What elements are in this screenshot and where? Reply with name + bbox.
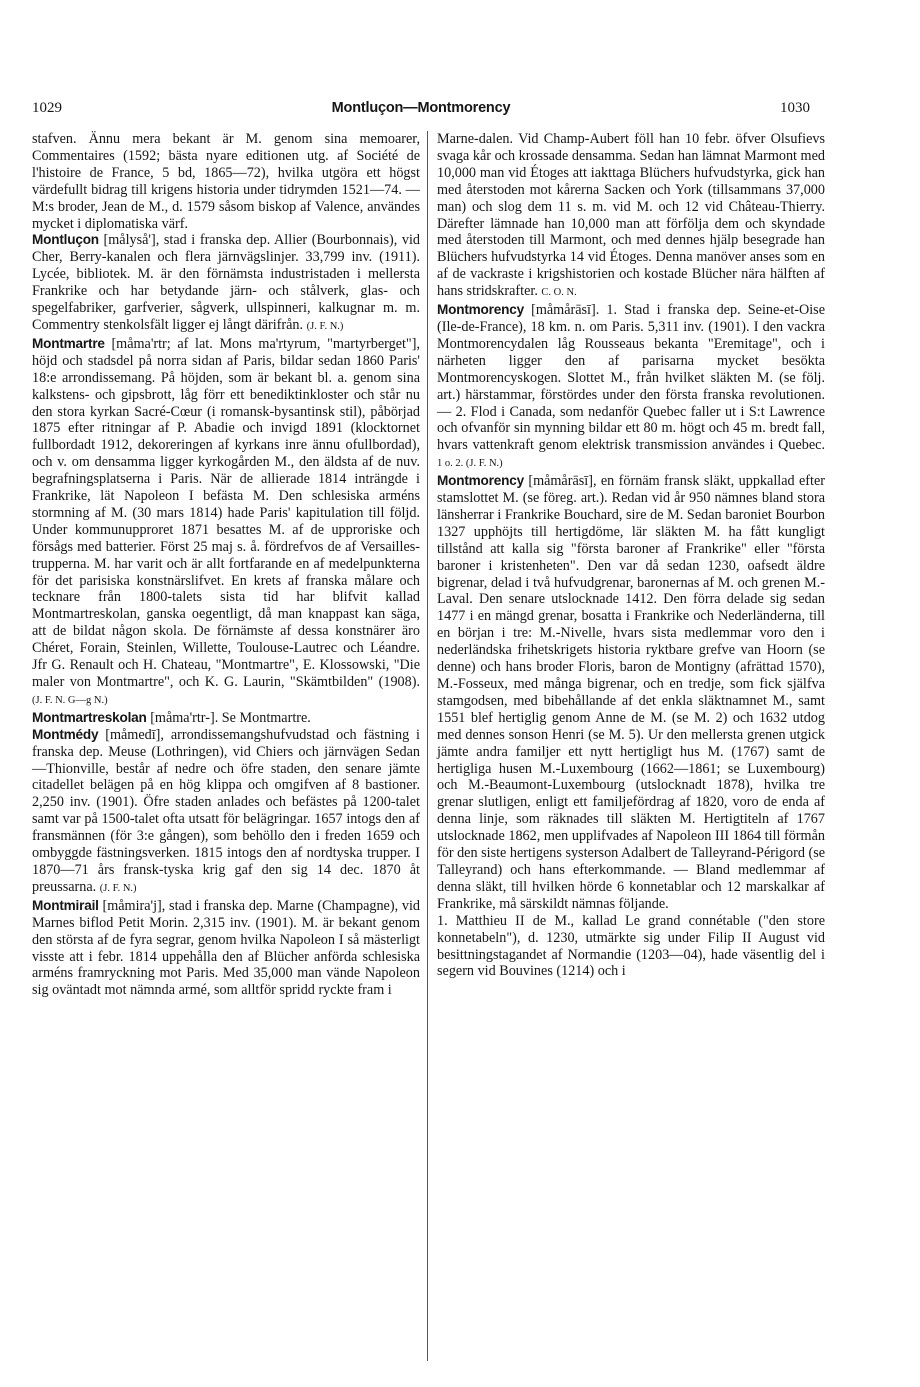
entry-montmorency-place [437,302,825,473]
headword: Montmirail [32,897,99,913]
headword: Montmorency [437,473,524,489]
author-signature: (J. F. N.) [306,320,344,332]
entry-body: 1. Matthieu II de M., kallad Le grand connétable ("den store konnetabeln"), d. 1230, utmärkte sig under Filip II August vid besittningstagandet af Normandie (1203—04), hade väsentlig del i segern vid Bouvines (1214) och i [437,912,825,980]
author-signature: C. O. N. [541,287,577,299]
entry-matthieu [437,913,825,981]
entry-body: [måmedī], arrondissemangshufvudstad och fästning i franska dep. Meuse (Lothringen), vid Chiers och järnvägen Sedan—Thionville, består af nedre och öfre staden, den senare jämte citadellet belägen på en hög klippa och omgifven af 8 bastioner. 2,250 inv. (1901). Öfre staden anlades och befästes på 1200-talet samt var på 1500-talet ofta utsatt för belägringar. 1657 intogs den af fransmännen (för 3:e gången), som behöllo den i freden 1659 och ombyggde fästningsverken. 1815 intogs den af nordtyska trupper. I 1870—71 års fransk-tyska krig gaf den sig 14 dec. 1870 åt preussarna. [32,726,420,895]
page-number-left: 1029 [32,100,62,116]
entry-montmirail [32,898,420,999]
page-header [32,100,810,122]
headword: Montluçon [32,232,99,248]
entry-montmorency-family [437,473,825,913]
author-signature: (J. F. N.) [99,882,137,894]
right-column [437,131,825,980]
headword: Montmorency [437,302,524,318]
entry-continuation [32,131,420,232]
headword: Montmédy [32,726,99,742]
entry-continuation [437,131,825,302]
headword: Montmartreskolan [32,709,147,725]
headword: Montmartre [32,335,105,351]
entry-montmartre [32,336,420,710]
entry-montlucon [32,232,420,335]
left-column [32,131,420,999]
entry-body: [måma'rtr-]. Se Montmartre. [146,709,311,726]
column-divider [427,131,428,1361]
entry-montmartreskolan [32,710,420,727]
page-number-right: 1030 [780,100,810,116]
entry-body: [måma'rtr; af lat. Mons ma'rtyrum, "martyrberget"], höjd och stadsdel på norra sidan af Paris, bildar sedan 1860 Paris' 18:e arrondissemang. På höjden, som är bekant bl. a. genom sina kalkstens- och gipsbrott, låg förr ett benediktinkloster och står nu den stora kyrkan Sacré-Cœur (i romansk-bysantinsk stil), påbörjad 1875 efter ritningar af P. Abadie och invigd 1891 (klocktornet fullbordadt 1912, dekoreringen af kyrkans inre ännu ofullbordad), och v. om densamma ligger kyrkogården M., den äldsta af de nuv. begrafningsplatserna i Paris. När de allierade 1814 inträngde i Frankrike, lät Napoleon I befästa M. Den schlesiska arméns stormning af M. (30 mars 1814) hade Paris' kapitulation till följd. Under kommunupproret 1871 besattes M. af de upproriske och försågs med batterier. Först 25 maj s. å. fördrefvos de af Versailles-trupperna. M. har varit och är allt fortfarande en af medelpunkterna för det parisiska konstnärslifvet. En krets af franska målare och tecknare från 1800-talets sista tid har blifvit kallad Montmartreskolan, ganska oegentligt, då man knappast kan säga, att de bildat någon skola. De förnämste af dessa konstnärer äro Chéret, Forain, Steinlen, Willette, Toulouse-Lautrec och Léandre. Jfr G. Renault och H. Chateau, "Montmartre", E. Klossowski, "Die maler von Montmartre", och K. G. Laurin, "Skämtbilden" (1908). [32,335,420,690]
entry-body: [måmira'j], stad i franska dep. Marne (Champagne), vid Marnes biflod Petit Morin. 2,315 inv. (1901). M. är bekant genom den största af de fyra segrar, genom hvilka Napoleon I så mästerligt visste att i febr. 1814 uppehålla den af Blücher anförda schlesiska arméns framryckning mot Paris. Med 35,000 man vände Napoleon sig oväntadt mot nämnda armé, som alltför spridd ryckte fram i [32,897,420,999]
author-signature: (J. F. N. G—g N.) [32,694,108,706]
author-signature: 1 o. 2. (J. F. N.) [437,458,503,470]
entry-body: stafven. Ännu mera bekant är M. genom sina memoarer, Commentaires (1592; bästa nyare editionen utg. af Société de l'histoire de France, 5 bd, 1865—72), hvilka utgöra ett högst värdefullt bidrag till krigens historia under tidrymden 1521—74. — M:s broder, Jean de M., d. 1579 såsom biskop af Valence, användes mycket i diplomatiska värf. [32,131,420,232]
entry-montmedy [32,727,420,898]
running-title: Montluçon—Montmorency [331,100,511,116]
entry-body: [måmårāsī]. 1. Stad i franska dep. Seine-et-Oise (Ile-de-France), 18 km. n. om Paris. 5,311 inv. (1901). I den vackra Montmorencydalen låg Rousseaus bekanta "Eremitage", och i närheten ligger den af parisarna mycket besökta Montmorencyskogen. Slottet M., från hvilket släkten M. (se följ. art.) härstammar, förstördes under den första franska revolutionen. — 2. Flod i Canada, som nedanför Quebec faller ut i S:t Lawrence och ofvanför sin mynning bildar ett 80 m. högt och 45 m. bredt fall, hvars vattenkraft genom elektrisk transmission användes i Quebec. [437,302,825,454]
entry-body: [målyså'], stad i franska dep. Allier (Bourbonnais), vid Cher, Berry-kanalen och flera järnvägslinjer. 33,799 inv. (1911). Lycée, bibliotek. M. är den förnämsta industristaden i mellersta Frankrike och har betydande järn- och stålverk, glas- och spegelfabriker, garfverier, sågverk, ullspinneri, kalkugnar m. m. Commentry stenkolsfält ligger ej långt därifrån. [32,232,420,333]
entry-body: Marne-dalen. Vid Champ-Aubert föll han 10 febr. öfver Olsufievs svaga kår och krossade densamma. Sedan han lämnat Marmont med 10,000 man vid Étoges att iakttaga Blüchers hufvudstyrka, gick han med återstoden mot kårerna Sacken och York (tillsammans 37,000 man) och slog dem 11 s. m. vid M. och 12 vid Château-Thierry. Därefter lämnade han 10,000 man att förfölja dem och skyndade med återstoden till Marmont, och med dennes hjälp besegrade han Blüchers hufvudstyrka 14 vid Étoges. Denna manöver anses som en af de vackraste i krigshistorien och kostade Blücher nära hälften af hans stridskrafter. [437,131,825,300]
entry-body: [måmårāsī], en förnäm fransk släkt, uppkallad efter stamslottet M. (se föreg. art.). Redan vid år 950 nämnes bland stora länsherrar i Frankrike Bouchard, sire de M. Sedan baroniet Bourbon 1327 upphöjts till hertigdöme, lär släkten M. ha fått kungligt tillstånd att kalla sig "första baroner af Frankrike" eller "första baroner i kristenheten". Den var då sedan 1230, oafsedt äldre bigrenar, delad i två hufvudgrenar, baronernas af M. och grenen M.-Laval. Den senare utslocknade 1412. Den förra delade sig sedan 1477 i en mängd grenar, bosatta i Frankrike och Nederländerna, till en början i tre: M.-Nivelle, hvars sista medlemmar voro den i nederländska frihetskrigets historia ryktbare grefve van Hoorn (se denne) och hans broder Floris, baron de Montigny (afrättad 1570), M.-Fosseux, med många bigrenar, och en tredje, som fick själfva stamgodsen, med bibehållande af det enkla släktnamnet M., samt 1551 blef hertiglig genom Anne de M. (se M. 2) och 1632 utdog med dennes sonson Henri (se M. 5). Ur den mellersta grenen utgick jämte andra familjer ett nytt hertigligt hus M. (1767) samt de hertigliga husen M.-Luxembourg (1662—1861; se Luxembourg) och M.-Beaumont-Luxembourg (utslocknadt 1878), hvilka tre grenar slutligen, enligt ett familjefördrag af 1820, voro de enda af denna linje, som räknades till släkten M. Hertigtiteln af 1767 utslocknade 1862, men upplifvades af Napoleon III 1864 till förmån för den siste hertigens systerson Adalbert de Talleyrand-Périgord (se Talleyrand) och hans efterkommande. — Bland medlemmar af denna släkt, till hvilken hörde 6 konnetablar och 12 marskalkar af Frankrike, må särskildt nämnas följande. [437,473,826,912]
